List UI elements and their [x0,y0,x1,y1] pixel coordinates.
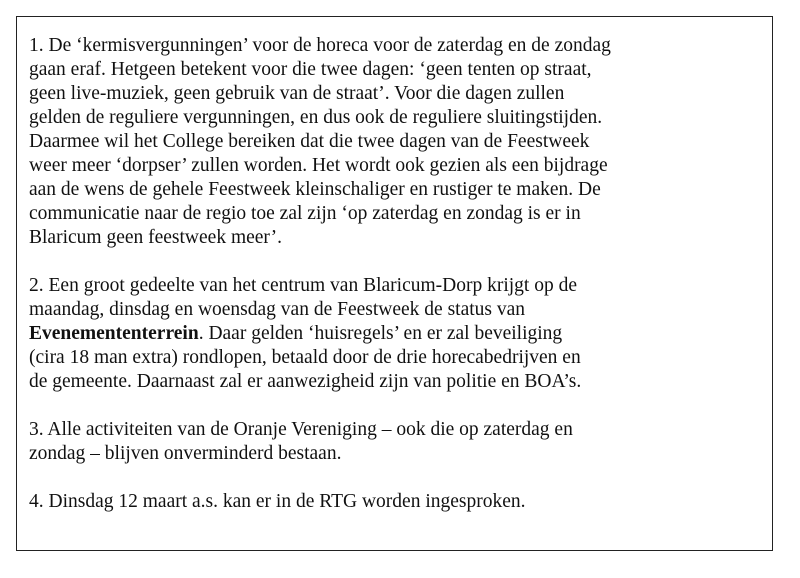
paragraph-2 [29,274,760,394]
paragraph-line: 3. Alle activiteiten van de Oranje Vereniging – ook die op zaterdag en [29,419,573,440]
paragraph-line: 4. Dinsdag 12 maart a.s. kan er in de RTG worden ingesproken. [29,491,526,512]
paragraph-line: 1. De ‘kermisvergunningen’ voor de horeca voor de zaterdag en de zondag [29,35,611,56]
paragraph-line [29,322,760,346]
paragraph-4 [29,490,760,514]
paragraph-line: (cira 18 man extra) rondlopen, betaald door de drie horecabedrijven en [29,347,581,368]
document-frame [16,16,773,551]
paragraph-3 [29,418,760,466]
paragraph-line: gelden de reguliere vergunningen, en dus ook de reguliere sluitingstijden. [29,107,603,128]
paragraph-line: maandag, dinsdag en woensdag van de Feestweek de status van [29,299,526,320]
paragraph-line: Blaricum geen feestweek meer’. [29,227,283,248]
paragraph-line: communicatie naar de regio toe zal zijn ‘op zaterdag en zondag is er in [29,203,581,224]
paragraph-text: . Daar gelden ‘huisregels’ en er zal beveiliging [198,323,563,344]
paragraph-1 [29,34,760,250]
paragraph-line: 2. Een groot gedeelte van het centrum van Blaricum-Dorp krijgt op de [29,275,577,296]
bold-term: Evenemententerrein [29,323,199,344]
paragraph-line: gaan eraf. Hetgeen betekent voor die twee dagen: ‘geen tenten op straat, [29,59,592,80]
paragraph-line: weer meer ‘dorpser’ zullen worden. Het wordt ook gezien als een bijdrage [29,155,608,176]
paragraph-line: geen live-muziek, geen gebruik van de straat’. Voor die dagen zullen [29,83,565,104]
paragraph-line: aan de wens de gehele Feestweek kleinschaliger en rustiger te maken. De [29,179,601,200]
paragraph-line: zondag – blijven onverminderd bestaan. [29,443,342,464]
paragraph-line: de gemeente. Daarnaast zal er aanwezigheid zijn van politie en BOA’s. [29,371,582,392]
paragraph-line: Daarmee wil het College bereiken dat die twee dagen van de Feestweek [29,131,590,152]
